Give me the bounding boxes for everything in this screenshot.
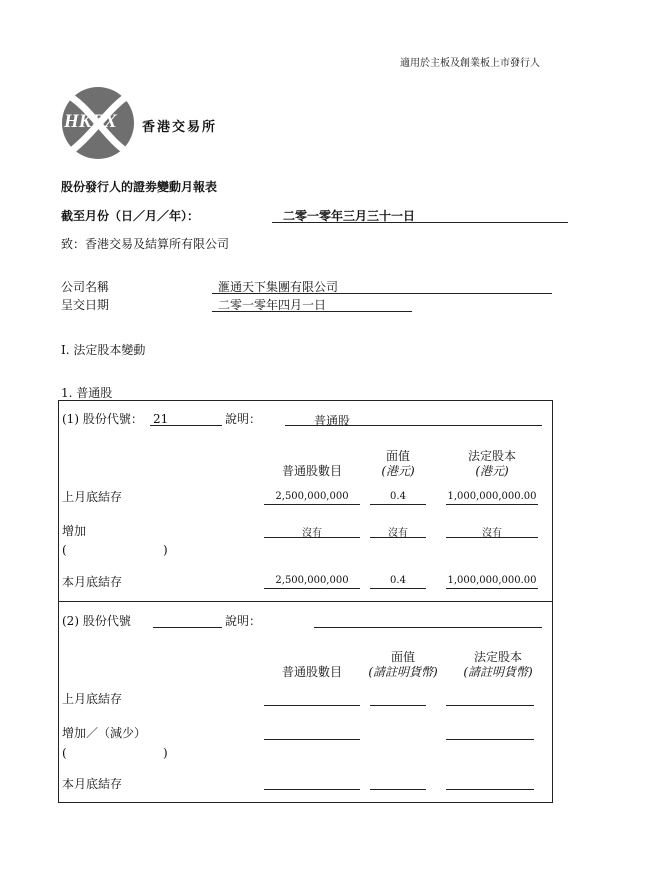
inc-shares-underline [264, 537, 360, 538]
row-label-previous-balance: 上月底結存 [62, 490, 123, 504]
end-authorised-value: 1,000,000,000.00 [447, 575, 537, 586]
inc-par-underline [370, 537, 426, 538]
description-value: 普通股 [314, 414, 351, 428]
section-title: I. 法定股本變動 [61, 343, 146, 357]
inc-authorised-underline [446, 537, 538, 538]
prev-par-field-2 [370, 705, 426, 706]
col-header-authorised-unit-2: (請註明貨幣) [463, 665, 533, 679]
logo-abbr: HKEX [64, 111, 117, 132]
submission-date-value: 二零一零年四月一日 [218, 298, 327, 312]
inc-shares-field-2 [264, 739, 360, 740]
ordinary-shares-part-2 [58, 601, 553, 803]
end-shares-field-2 [264, 789, 360, 790]
stock-code-field-2 [153, 627, 222, 628]
col-header-shares: 普通股數目 [281, 464, 342, 478]
subsection-title: 1. 普通股 [61, 386, 113, 400]
col-header-par-unit: (港元) [381, 464, 415, 478]
description-label: 說明： [225, 412, 262, 426]
col-header-par-2: 面值 [390, 650, 415, 664]
col-header-par-unit-2: (請註明貨幣) [368, 665, 438, 679]
prev-shares-value: 2,500,000,000 [275, 491, 349, 502]
prev-shares-field-2 [264, 705, 360, 706]
paren-close-2: ) [163, 746, 168, 760]
submission-date-underline [212, 311, 412, 312]
end-authorised-field-2 [446, 789, 534, 790]
period-underline [272, 222, 568, 223]
row-label-ending-balance: 本月底結存 [62, 575, 123, 589]
row-label-previous-balance-2: 上月底結存 [62, 692, 123, 706]
logo-name: 香港交易所 [142, 120, 218, 135]
row-label-ending-balance-2: 本月底結存 [62, 777, 123, 791]
inc-par-value: 沒有 [388, 528, 408, 539]
stock-code-label-2: (2) 股份代號 [62, 614, 131, 628]
prev-authorised-value: 1,000,000,000.00 [447, 491, 537, 502]
row-label-increase: 增加 [62, 524, 87, 538]
row-label-increase-decrease-2: 增加／（減少） [62, 726, 147, 740]
end-par-field-2 [370, 789, 426, 790]
paren-close: ) [163, 543, 168, 557]
inc-authorised-value: 沒有 [482, 528, 502, 539]
prev-authorised-field-2 [446, 705, 534, 706]
end-authorised-underline [446, 588, 538, 589]
description-label-2: 說明： [225, 614, 262, 628]
paren-open: ( [62, 543, 67, 557]
prev-shares-underline [264, 504, 360, 505]
prev-par-value: 0.4 [390, 491, 406, 502]
col-header-authorised: 法定股本 [467, 449, 516, 463]
end-par-underline [370, 588, 426, 589]
company-name-value: 滙通天下集團有限公司 [218, 280, 339, 294]
col-header-authorised-2: 法定股本 [473, 650, 522, 664]
paren-open-2: ( [62, 746, 67, 760]
col-header-authorised-unit: (港元) [475, 464, 509, 478]
submission-date-label: 呈交日期 [61, 298, 110, 312]
inc-authorised-field-2 [446, 739, 534, 740]
applicability-note: 適用於主板及創業板上市發行人 [400, 58, 540, 69]
col-header-shares-2: 普通股數目 [281, 665, 342, 679]
prev-par-underline [370, 504, 426, 505]
col-header-par: 面值 [385, 449, 410, 463]
period-value: 二零一零年三月三十一日 [283, 209, 416, 223]
company-name-label: 公司名稱 [61, 280, 110, 294]
stock-code-value: 21 [153, 412, 169, 426]
end-par-value: 0.4 [390, 575, 406, 586]
stock-code-underline [150, 425, 222, 426]
description-underline [285, 425, 542, 426]
end-shares-underline [264, 588, 360, 589]
end-shares-value: 2,500,000,000 [275, 575, 349, 586]
form-title: 股份發行人的證劵變動月報表 [61, 180, 218, 194]
recipient-line: 致：香港交易及結算所有限公司 [61, 237, 230, 251]
company-name-underline [212, 293, 552, 294]
description-field-2 [314, 627, 542, 628]
prev-authorised-underline [446, 504, 538, 505]
period-label: 截至月份（日／月／年）： [61, 209, 200, 223]
stock-code-label: (1) 股份代號： [62, 412, 143, 426]
inc-shares-value: 沒有 [302, 528, 322, 539]
